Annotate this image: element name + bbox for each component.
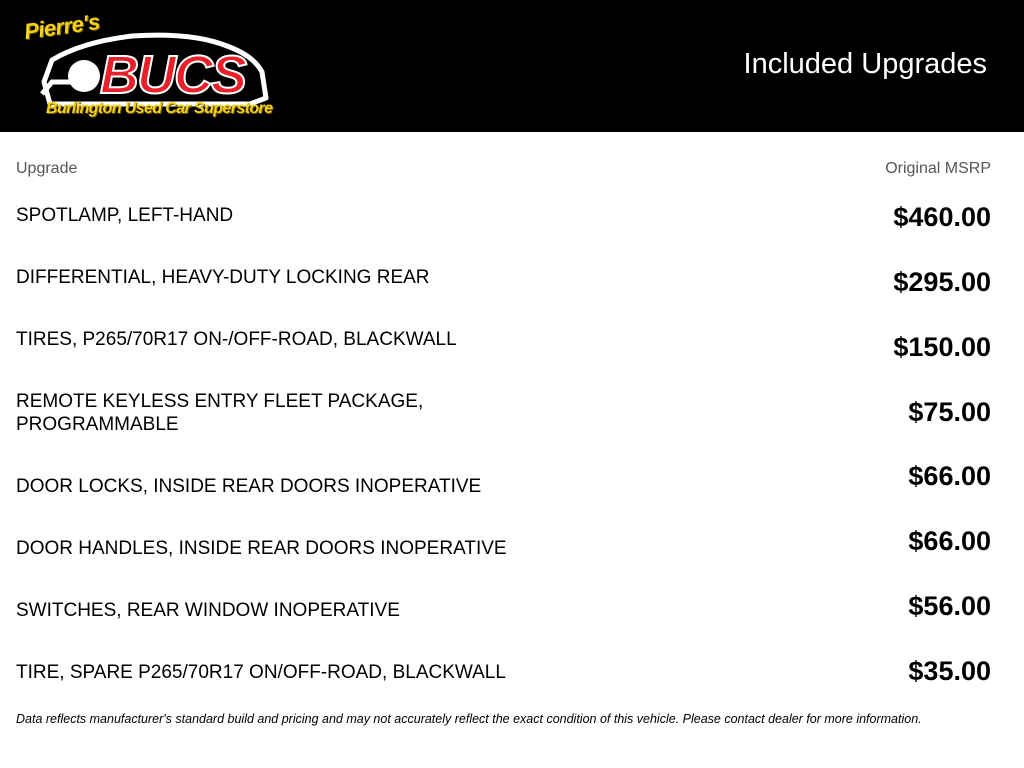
upgrade-name: SPOTLAMP, LEFT-HAND — [16, 205, 234, 226]
upgrade-price: $56.00 — [908, 591, 991, 621]
logo-main-text: BUCS — [100, 45, 246, 105]
upgrade-price: $150.00 — [893, 332, 991, 362]
upgrade-price: $460.00 — [893, 202, 991, 232]
logo-top-text: Pierre's — [22, 8, 102, 45]
upgrade-name: DIFFERENTIAL, HEAVY-DUTY LOCKING REAR — [16, 267, 430, 288]
bucs-logo — [22, 8, 273, 124]
logo-tagline: Burlington Used Car Superstore — [46, 100, 273, 117]
column-header-upgrade: Upgrade — [16, 160, 78, 177]
upgrade-name: TIRE, SPARE P265/70R17 ON/OFF-ROAD, BLACKWALL — [16, 662, 506, 683]
upgrade-name: SWITCHES, REAR WINDOW INOPERATIVE — [16, 600, 400, 621]
upgrade-price: $295.00 — [893, 267, 991, 297]
page-header — [0, 0, 1024, 132]
upgrade-price: $66.00 — [908, 526, 991, 556]
upgrade-price: $75.00 — [908, 397, 991, 427]
page-title: Included Upgrades — [743, 48, 987, 80]
upgrade-name: DOOR LOCKS, INSIDE REAR DOORS INOPERATIVE — [16, 476, 482, 497]
upgrade-name: DOOR HANDLES, INSIDE REAR DOORS INOPERATIVE — [16, 538, 507, 559]
upgrade-price: $35.00 — [908, 656, 991, 686]
upgrade-name: TIRES, P265/70R17 ON-/OFF-ROAD, BLACKWALL — [16, 329, 457, 350]
table-header — [16, 160, 991, 180]
upgrade-price: $66.00 — [908, 461, 991, 491]
disclaimer-text: Data reflects manufacturer's standard build and pricing and may not accurately reflect the exact condition of this vehicle. Please contact dealer for more information. — [16, 712, 922, 726]
upgrade-name: REMOTE KEYLESS ENTRY FLEET PACKAGE, PROGRAMMABLE — [16, 391, 424, 435]
column-header-msrp: Original MSRP — [885, 160, 991, 177]
